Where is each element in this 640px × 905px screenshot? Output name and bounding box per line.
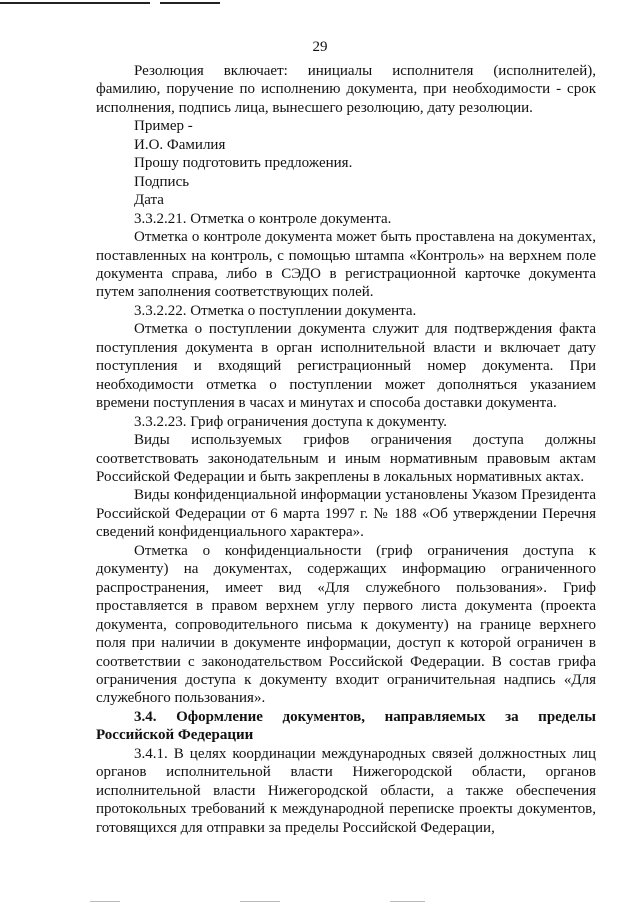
example-label: Пример - (134, 118, 193, 135)
bottom-scan-marks (90, 901, 510, 903)
example-name: И.О. Фамилия (134, 136, 226, 153)
paragraph-confidential-mark: Отметка о конфиденциальности (гриф ограничения доступа к документу) на документах, содержащих информацию ограниченного распространения, имеет вид «Для служебного пользования». Гриф проставляется в правом верхнем углу первого листа документа (проекта документа, сопроводительного письма к документу) на границе верхнего поля при наличии в документе информации, доступ к которой ограничен в соответствии с законодательством Российской Федерации. В состав грифа ограничения доступа к документу входит ограничительная надпись «Для служебного пользования». (96, 542, 596, 707)
paragraph-access-types: Виды используемых грифов ограничения доступа должны соответствовать законодательным и иным нормативным правовым актам Российской Федерации и быть закреплены в локальных нормативных актах. (96, 432, 596, 485)
top-edge-line (0, 2, 150, 4)
page-number: 29 (312, 39, 328, 55)
paragraph-resolution: Резолюция включает: инициалы исполнителя (исполнителей), фамилию, поручение по исполнению документа, при необходимости - срок исполнения, подпись лица, вынесшего резолюцию, дату резолюции. (96, 63, 596, 116)
section-heading-3-4: 3.4. Оформление документов, направляемых за пределы Российской Федерации (96, 708, 596, 744)
example-instruction: Прошу подготовить предложения. (134, 155, 353, 172)
example-date: Дата (134, 192, 164, 209)
section-heading-3-3-2-22: 3.3.2.22. Отметка о поступлении документа. (134, 302, 417, 319)
top-edge-line (160, 2, 220, 4)
paragraph-control-mark: Отметка о контроле документа может быть проставлена на документах, поставленных на контроль, с помощью штампа «Контроль» на верхнем поле документа справа, либо в СЭДО в регистрационной карточке документа путем заполнения соответствующих полей. (96, 229, 596, 301)
example-signature: Подпись (134, 173, 190, 190)
document-body (96, 62, 596, 837)
section-heading-3-3-2-21: 3.3.2.21. Отметка о контроле документа. (134, 210, 392, 227)
paragraph-confidential-types: Виды конфиденциальной информации установлены Указом Президента Российской Федерации от 6 марта 1997 г. № 188 «Об утверждении Перечня сведений конфиденциального характера». (96, 487, 596, 541)
paragraph-receipt-mark: Отметка о поступлении документа служит для подтверждения факта поступления документа в орган исполнительной власти и включает дату поступления и входящий регистрационный номер документа. При необходимости отметка о поступлении может дополняться указанием времени поступления в часах и минутах и способа доставки документа. (96, 321, 596, 412)
paragraph-3-4-1: 3.4.1. В целях координации международных связей должностных лиц органов исполнительной власти Нижегородской области, органов исполнительной власти Нижегородской области, а также обеспечения протокольных требований к международной переписке проекты документов, готовящихся для отправки за пределы Российской Федерации, (96, 745, 596, 836)
section-heading-3-3-2-23: 3.3.2.23. Гриф ограничения доступа к документу. (134, 413, 448, 430)
